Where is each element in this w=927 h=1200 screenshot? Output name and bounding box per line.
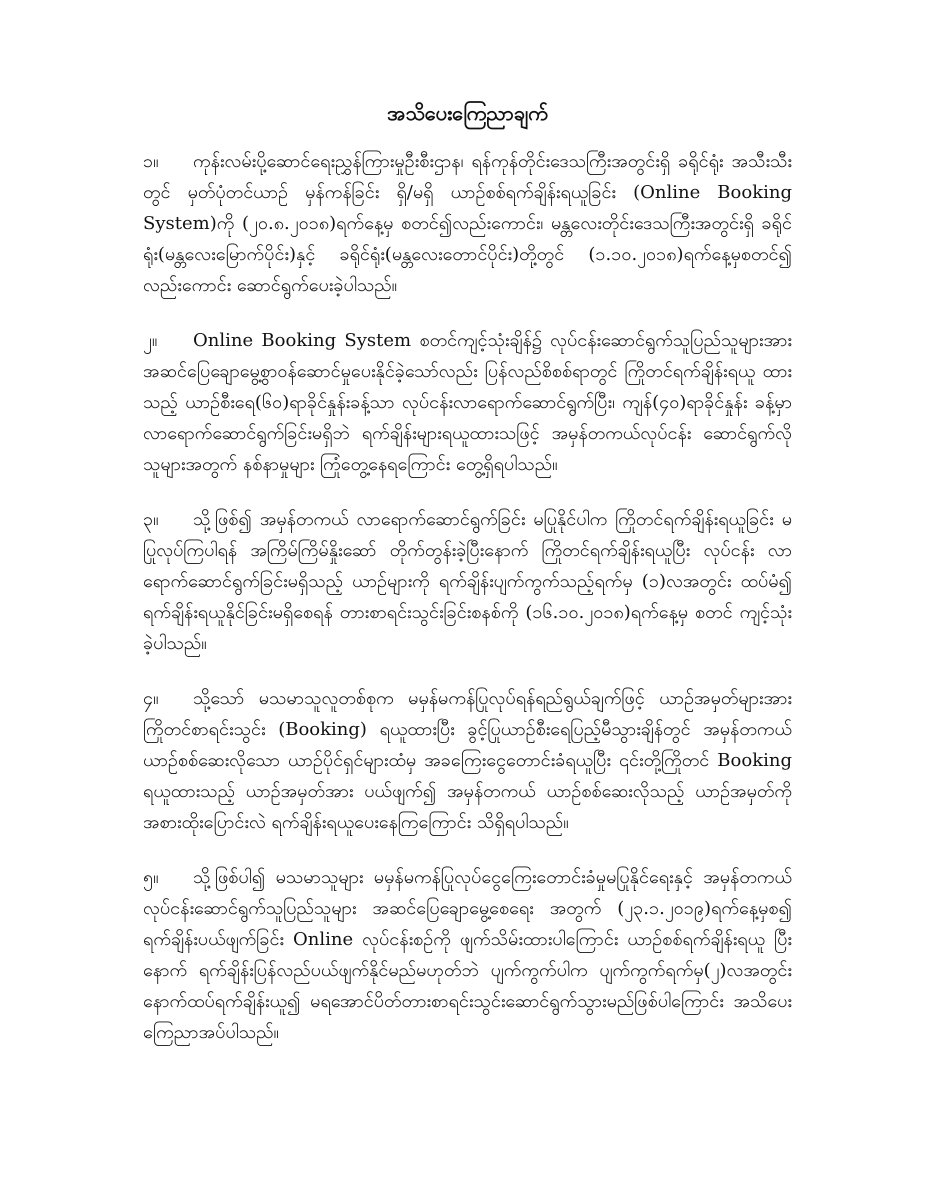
paragraph-number: ၄။ bbox=[143, 688, 159, 709]
paragraph-number: ၂။ bbox=[143, 330, 158, 351]
paragraph-text: Online Booking System စတင်ကျင့်သုံးချိန်၌ လုပ်ငန်းဆောင်ရွက်သူပြည်သူများအား အဆင်ပြေချောမွေ့စွာဝန်ဆောင်မှုပေးနိုင်ခဲ့သော်လည်း ပြန်လည်စိစစ်ရာတွင် ကြိုတင်ရက်ချိန်းရယူ ထားသည့် ယာဉ်စီးရေ(၆၀)ရာခိုင်နှုန်းခန့်သာ လုပ်ငန်းလာရောက်ဆောင်ရွက်ပြီး၊ ကျန်(၄၀)ရာခိုင်နှုန်း ခန့်မှာ လာရောက်ဆောင်ရွက်ခြင်းမရှိဘဲ ရက်ချိန်းများရယူထားသဖြင့် အမှန်တကယ်လုပ်ငန်း ဆောင်ရွက်လိုသူများအတွက် နစ်နာမှုများ ကြုံတွေ့နေရကြောင်း တွေ့ရှိရပါသည်။ bbox=[143, 330, 792, 475]
paragraph-number: ၅။ bbox=[143, 867, 159, 888]
document-title: အသိပေးကြေညာချက် bbox=[387, 101, 548, 125]
paragraph-3 bbox=[143, 504, 792, 659]
paragraph-text: သို့ဖြစ်ပါ၍ မသမာသူများ မမှန်မကန်ပြုလုပ်ငွေကြေးတောင်းခံမှုမပြုနိုင်ရေးနှင့် အမှန်တကယ် လုပ်ငန်းဆောင်ရွက်သူပြည်သူများ အဆင်ပြေချောမွေ့စေရေး အတွက် (၂၃.၁.၂၀၁၉)ရက်နေ့မှစ၍ ရက်ချိန်းပယ်ဖျက်ခြင်း Online လုပ်ငန်းစဉ်ကို ဖျက်သိမ်းထားပါကြောင်း ယာဉ်စစ်ရက်ချိန်းရယူ ပြီးနောက် ရက်ချိန်းပြန်လည်ပယ်ဖျက်နိုင်မည်မဟုတ်ဘဲ ပျက်ကွက်ပါက ပျက်ကွက်ရက်မှ(၂)လအတွင်း နောက်ထပ်ရက်ချိန်းယူ၍ မရအောင်ပိတ်တားစာရင်းသွင်းဆောင်ရွက်သွားမည်ဖြစ်ပါကြောင်း အသိပေး ကြေညာအပ်ပါသည်။ bbox=[143, 867, 792, 1043]
paragraph-number: ၁။ bbox=[143, 151, 159, 172]
paragraph-text: ကုန်းလမ်းပို့ဆောင်ရေးညွှန်ကြားမှုဦးစီးဌာန၊ ရန်ကုန်တိုင်းဒေသကြီးအတွင်းရှိ ခရိုင်ရုံး အသီးသီးတွင် မှတ်ပုံတင်ယာဉ် မှန်ကန်ခြင်း ရှိ/မရှိ ယာဉ်စစ်ရက်ချိန်းရယူခြင်း (Online Booking System)ကို (၂၀.၈.၂၀၁၈)ရက်နေ့မှ စတင်၍လည်းကောင်း၊ မန္တလေးတိုင်းဒေသကြီးအတွင်းရှိ ခရိုင်ရုံး(မန္တလေးမြောက်ပိုင်း)နှင့် ခရိုင်ရုံး(မန္တလေးတောင်ပိုင်း)တို့တွင် (၁.၁၀.၂၀၁၈)ရက်နေ့မှစတင်၍ လည်းကောင်း ဆောင်ရွက်ပေးခဲ့ပါသည်။ bbox=[143, 151, 792, 296]
paragraph-2 bbox=[143, 325, 792, 480]
paragraph-1 bbox=[143, 146, 792, 301]
paragraph-5 bbox=[143, 862, 792, 1048]
paragraph-number: ၃။ bbox=[143, 509, 159, 530]
paragraph-4 bbox=[143, 683, 792, 838]
paragraph-text: သို့သော် မသမာသူလူတစ်စုက မမှန်မကန်ပြုလုပ်ရန်ရည်ရွယ်ချက်ဖြင့် ယာဉ်အမှတ်များအား ကြိုတင်စာရင်းသွင်း (Booking) ရယူထားပြီး ခွင့်ပြုယာဉ်စီးရေပြည့်မီသွားချိန်တွင် အမှန်တကယ် ယာဉ်စစ်ဆေးလိုသော ယာဉ်ပိုင်ရှင်များထံမှ အခကြေးငွေတောင်းခံရယူပြီး ၎င်းတို့ကြိုတင် Booking ရယူထားသည့် ယာဉ်အမှတ်အား ပယ်ဖျက်၍ အမှန်တကယ် ယာဉ်စစ်ဆေးလိုသည့် ယာဉ်အမှတ်ကို အစားထိုးပြောင်းလဲ ရက်ချိန်းရယူပေးနေကြကြောင်း သိရှိရပါသည်။ bbox=[143, 688, 792, 833]
paragraph-text: သို့ဖြစ်၍ အမှန်တကယ် လာရောက်ဆောင်ရွက်ခြင်း မပြုနိုင်ပါက ကြိုတင်ရက်ချိန်းရယူခြင်း မပြုလုပ်ကြပါရန် အကြိမ်ကြိမ်နှိုးဆော် တိုက်တွန်းခဲ့ပြီးနောက် ကြိုတင်ရက်ချိန်းရယူပြီး လုပ်ငန်း လာရောက်ဆောင်ရွက်ခြင်းမရှိသည့် ယာဉ်များကို ရက်ချိန်းပျက်ကွက်သည့်ရက်မှ (၁)လအတွင်း ထပ်မံ၍ ရက်ချိန်းရယူနိုင်ခြင်းမရှိစေရန် တားစာရင်းသွင်းခြင်းစနစ်ကို (၁၆.၁၀.၂၀၁၈)ရက်နေ့မှ စတင် ကျင့်သုံးခဲ့ပါသည်။ bbox=[143, 509, 792, 654]
